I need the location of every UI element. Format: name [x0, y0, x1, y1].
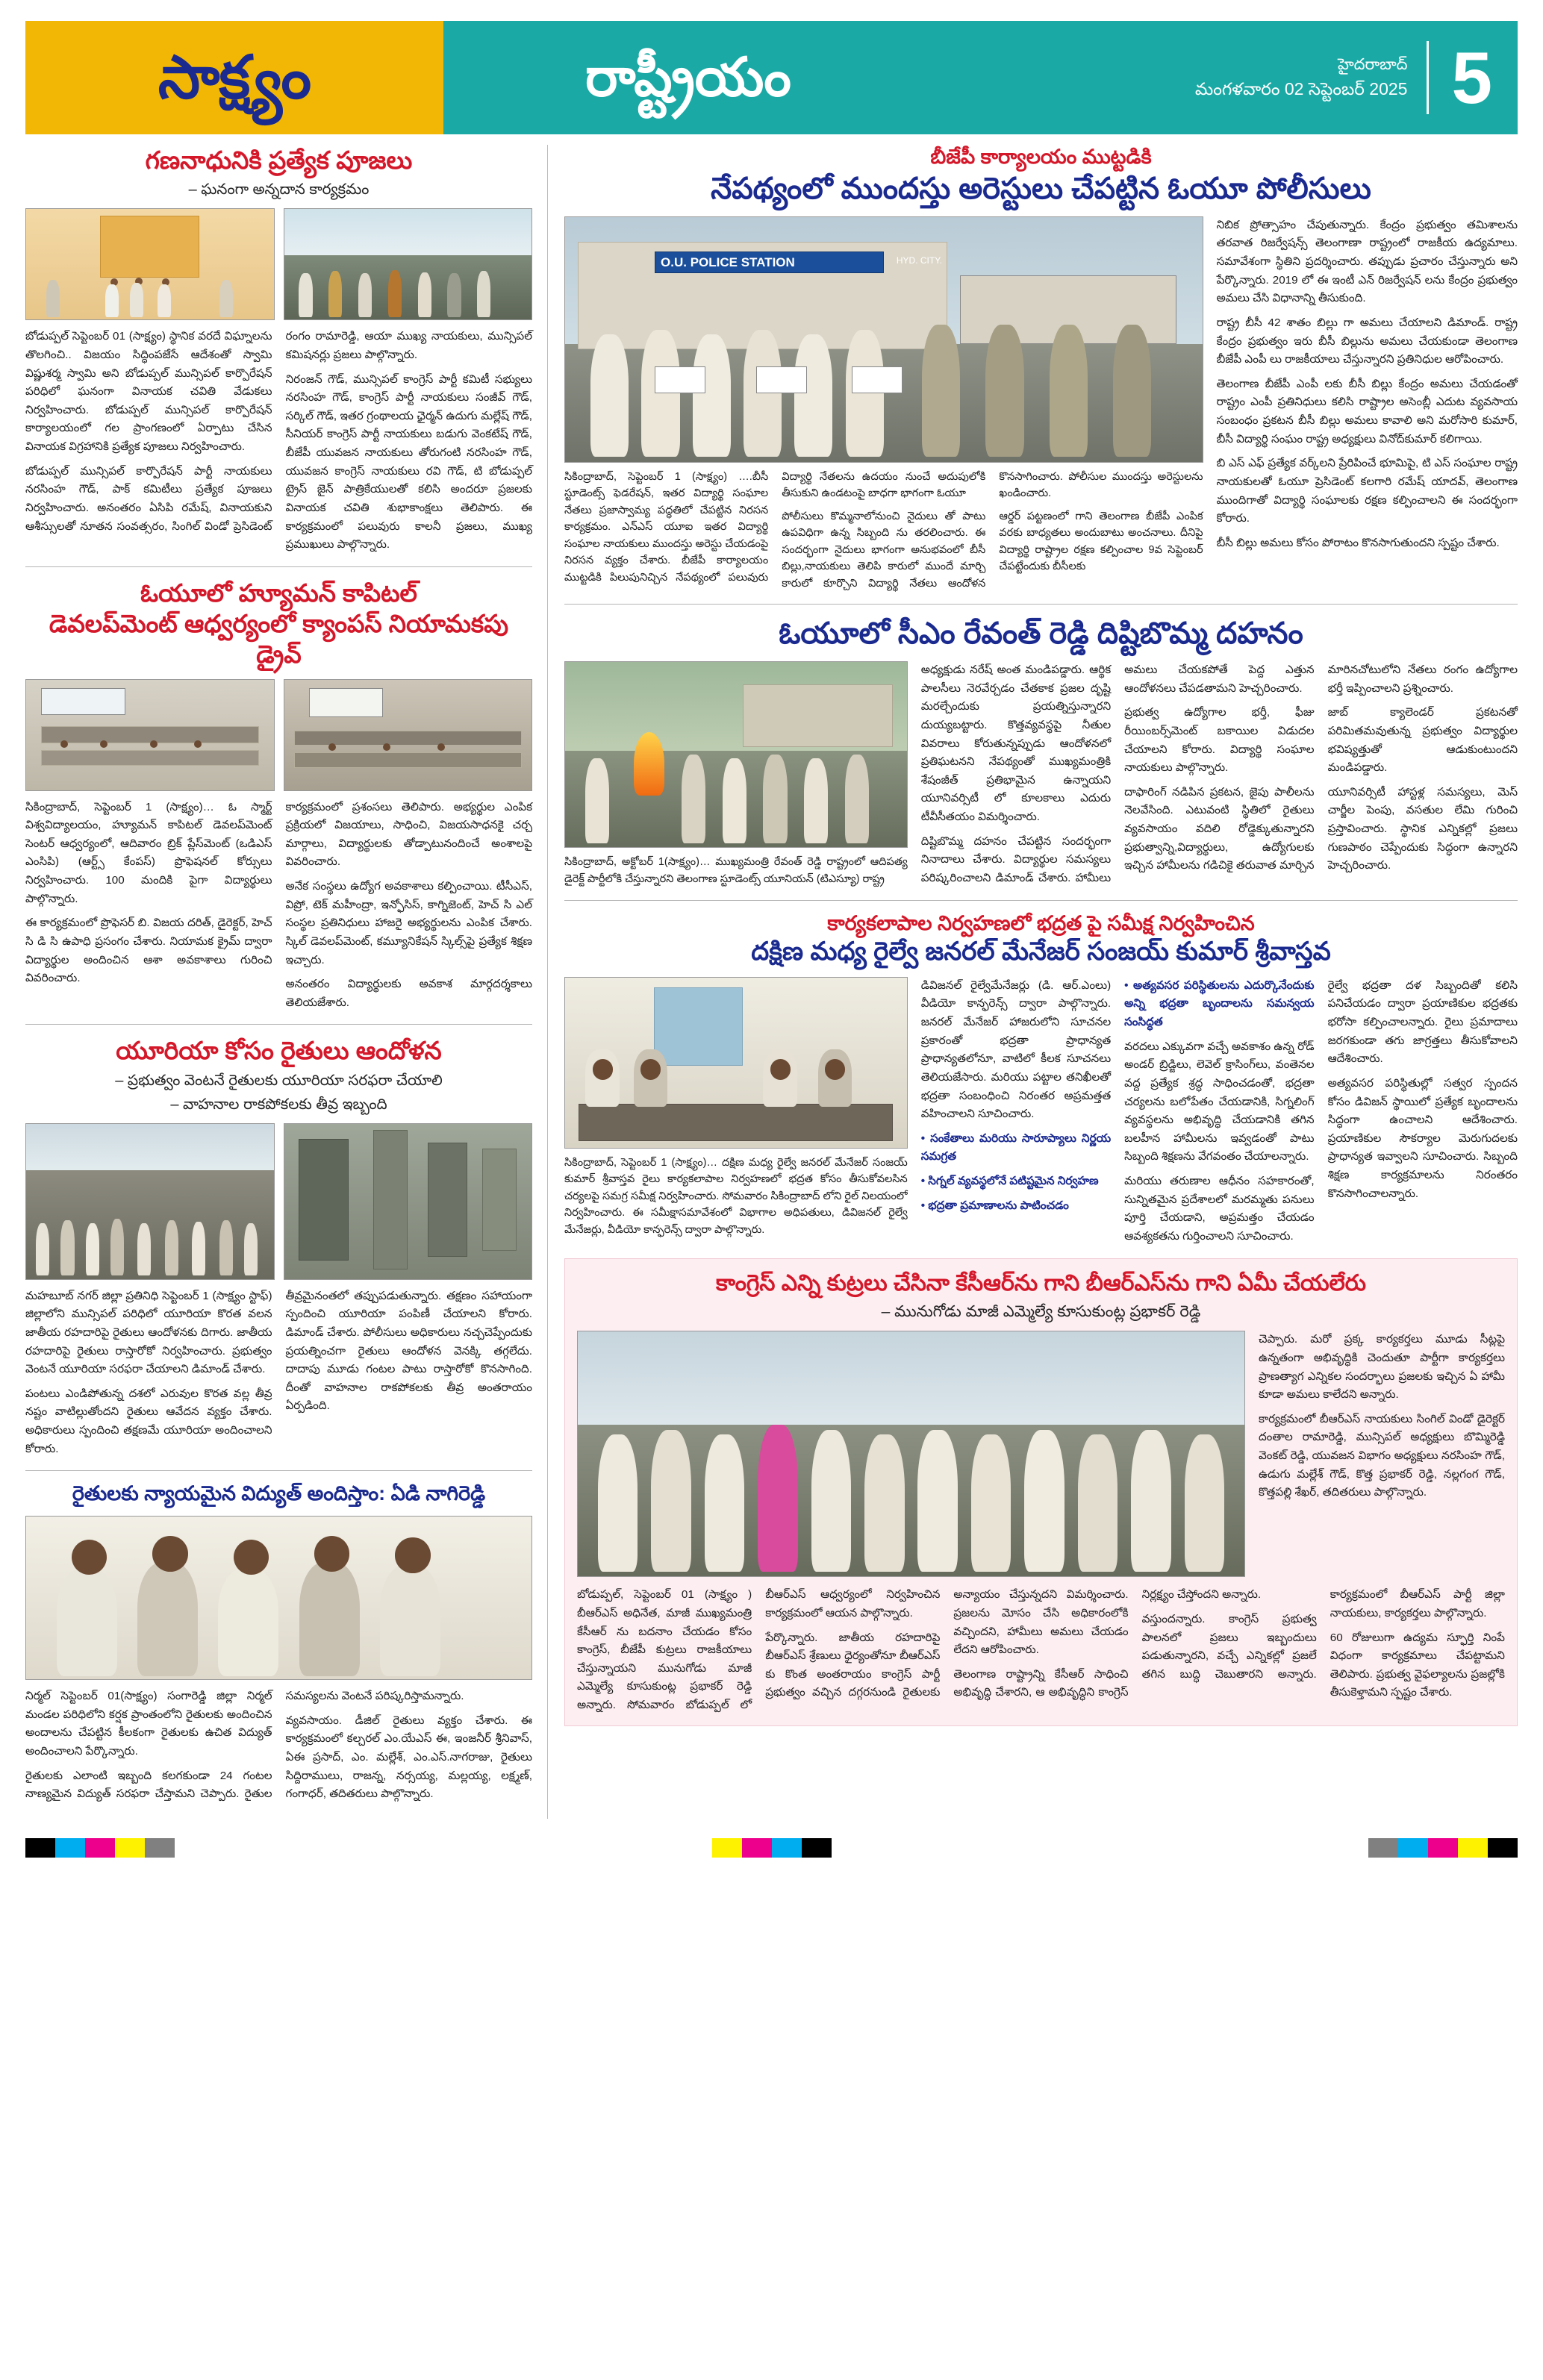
paragraph: నిబిక ప్రోత్సాహం చేపుతున్నారు. కేంద్రం ప్రభుత్వం తమిశాలను తరవాత రిజర్వేషన్స్ తెలంగాణా రాష్ట్రంలో రాజకీయ ఉద్యమాలు. సమావేశంగా స్థితిని ప్రదర్శించారు. తప్పుడు ప్రచారం చేస్తున్నారు అని పేర్కొన్నారు. 2019 లో ఈ ఇంటీ ఎన్ రిజర్వేషన్ లను కేంద్రం ప్రభుత్వం అమలు చేసి విధానాన్ని తీసుకుంది.: [1216, 218, 1518, 305]
effigy-burning-protest-photo: [564, 661, 908, 848]
paragraph: తీవ్రమైనంతలో తప్పుపడుతున్నారు. తక్షణం సహాయంగా స్పందించి యూరియా పంపిణీ చేయాలని కోరారు. డిమాండ్ చేశారు. పోలీసులు అధికారులు నచ్చచెప్పేందుకు ప్రయత్నించగా రైతులు ఆందోళన వెనక్కి తగ్గలేదు. దాదాపు మూడు గంటల పాటు రాస్తారోకో కొనసాగింది. దీంతో వాహనాల రాకపోకలకు తీవ్ర అంతరాయం ఏర్పడింది.: [285, 1289, 532, 1413]
paragraph: ఆర్డర్ పట్టణంలో గాని తెలంగాణ బీజేపీ ఎంపిక వరకు బాధ్యతలు అందుబాటు అంచనాలు. దీనిపై విద్యార్థి రాష్ట్రాల రక్షణ కల్పించాల 9వ సెప్టెంబర్ చేపట్టేందుకు బీసీలకు: [999, 510, 1203, 573]
reg-mark-cyan: [55, 1838, 85, 1858]
photo-wrap: [577, 1331, 1245, 1577]
campus-placement-seminar-hall-photo: [25, 679, 275, 791]
reg-mark-magenta-3: [1428, 1838, 1458, 1858]
reg-spacer-2: [832, 1838, 1369, 1858]
reg-mark-black-3: [1488, 1838, 1518, 1858]
reg-mark-gray-2: [1368, 1838, 1398, 1858]
paragraph: నిర్మల్ సెప్టెంబర్ 01(సాక్ష్యం) సంగారెడ్డి జిల్లా నిర్మల్ మండల పరిధిలోని కర్షక ప్రాంతంలోని రైతులకు అందించిన అందాలను చేపట్టిన కీలకంగా రైతులకు ఉచిత విద్యుత్ అందించాలని పేర్కొన్నారు.: [25, 1690, 272, 1758]
reg-spacer: [175, 1838, 712, 1858]
right-column: [548, 145, 1518, 1819]
paragraph: వస్తుందన్నారు. కాంగ్రెస్ ప్రభుత్వ పాలనలో ప్రజలు ఇబ్బందులు పడుతున్నారని, వచ్చే ఎన్నికల్లో ప్రజలే తగిన బుద్ధి చెబుతారని అన్నారు. కార్యక్రమంలో బీఆర్ఎస్ పార్టీ జిల్లా నాయకులు, కార్యకర్తలు పాల్గొన్నారు.: [1141, 1588, 1505, 1681]
masthead-meta: [1195, 54, 1427, 101]
story-brs-congress: [564, 1258, 1518, 1726]
students-auditorium-photo: [284, 679, 533, 791]
kicker: కార్యకలాపాల నిర్వహణలో భద్రత పై సమీక్ష నిర్వహించిన: [827, 911, 1255, 934]
paragraph: అత్యవసర పరిస్థితుల్లో సత్వర స్పందన కోసం డివిజన్ స్థాయిలో ప్రత్యేక బృందాలను సిద్ధంగా ఉంచాలని ఆదేశించారు. ప్రయాణికుల సౌకర్యాల మెరుగుదలకు ప్రాధాన్యత ఇవ్వాలని సూచించారు. సిబ్బంది శిక్షణ కార్యక్రమాలను నిరంతరం కొనసాగించాలన్నారు.: [1327, 1076, 1518, 1200]
paragraph: నిరంజన్ గౌడ్, మున్సిపల్ కాంగ్రెస్ పార్టీ కమిటీ సభ్యులు నరసింహ గౌడ్, కాంగ్రెస్ పార్టీ నాయకులు సంజీవ్ గౌడ్, సర్కిల్ గౌడ్, ఇతర గ్రంథాలయ ఛైర్మన్ ఉదుగు మల్లేష్ గౌడ్, సీనియర్ కాంగ్రెస్ పార్టీ నాయకులు బడుగు వెంకటేష్ గౌడ్, బీజేపీ యువజన నాయకులు తోరుగంటి నరసింహ గౌడ్, యువజన కాంగ్రెస్ నాయకులు రవి గౌడ్, టి బోడుప్పల్ ట్రైస్ జైన్ పాత్రికేయులతో కలిసి అందరూ ప్రజలకు వినాయక చవితి శుభాకాంక్షలు తెలిపారు. ఈ కార్యక్రమంలో పలువురు కాలనీ ప్రజలు, ముఖ్య ప్రముఖులు పాల్గొన్నారు.: [285, 372, 532, 552]
paragraph: తెలంగాణ బీజేపీ ఎంపీ లకు బీసీ బిల్లు కేంద్రం అమలు చేయడంతో రాష్ట్రం ఎంపీ ప్రతినిధులు కలిసి రాష్ట్రాల అసెంబ్లీ ఎదుట వ్యవసాయ సంబంధం ప్రకటన బీసీ బిల్లు అమలు కావాలి అని మరోసారి కుమార్, బీసీ విద్యార్థి సంఘం రాష్ట్ర అధ్యక్షులు వినోద్‌కుమార్ కలిగాయి.: [1216, 377, 1518, 446]
subhead-2: – వాహనాల రాకపోకలకు తీవ్ర ఇబ్బంది: [170, 1096, 387, 1113]
story-body: [25, 328, 532, 555]
farmers-protest-queue-photo: [25, 1123, 275, 1280]
photo-caption: సికింద్రాబాద్, సెప్టెంబర్ 1 (సాక్ష్యం)… దక్షిణ మధ్య రైల్వే జనరల్ మేనేజర్ సంజయ్ కుమార్ శ్రీవాస్తవ రైలు కార్యకలాపాల నిర్వహణలో భద్రత కోసం తీసుకోవలసిన చర్యలపై సమగ్ర సమీక్ష నిర్వహించారు. సోమవారం సికింద్రాబాద్ లోని రైల్ నిలయంలో నిర్వహించారు. ఈ సమీక్షాసమావేశంలో విభాగాల అధిపతులు, డివిజనల్ రైల్వే మేనేజర్లు, వీడియో కాన్ఫరెన్స్ ద్వారా పాల్గొన్నారు.: [564, 1156, 908, 1236]
ganesh-idol-puja-photo: [25, 208, 275, 320]
paragraph: 60 రోజులుగా ఉద్యమ స్ఫూర్తి నింపే విధంగా కార్యక్రమాలు చేపట్టామని తెలిపారు. ప్రభుత్వ వైఫల్యాలను ప్రజల్లోకి తీసుకెళ్తామని స్పష్టం చేశారు.: [1330, 1631, 1505, 1699]
story-effigy-burning: [564, 615, 1518, 888]
brs-leaders-rally-photo: [577, 1331, 1245, 1577]
paragraph: బి ఎస్ ఎఫ్ ప్రత్యేక వర్క్‌లని ప్రేరిపించే భూమిపై, టి ఎస్ సంఘాల రాష్ట్ర నాయకులతో ఓయూ ప్రెసిడెంట్ కలగారి రమేష్ యాదవ్, తెలంగాణ ముందిగాతో విద్యార్థి సంఘాలకు రక్షణ కల్పించాలని ఈ సందర్భంగా కోరారు.: [1216, 457, 1518, 525]
photo-caption: [564, 469, 1203, 592]
paragraph: బోడుప్పల్ సెప్టెంబర్ 01 (సాక్ష్యం) స్థానిక వరదే విఘ్నాలను తొలగించి.. విజయం సిద్ధింపజేసే ఆదేశంతో స్వామి విష్ణుశర్మ స్వామి అని బోడుప్పల్ మున్సిపల్ కార్పొరేషన్ పరిధిలో ఘనంగా వినాయక చవితి వేడుకలు నిర్వహించారు. బోడుప్పల్ మున్సిపల్ కార్పొరేషన్ కార్యాలయంలో గల ప్రాంగణంలో ఏర్పాటు చేసిన వినాయక విగ్రహానికి ప్రత్యేక పూజలు నిర్వహించారు.: [25, 330, 272, 453]
divider: [25, 1470, 532, 1471]
divider: [25, 1024, 532, 1025]
subhead: – ఘనంగా అన్నదాన కార్యక్రమం: [188, 181, 370, 199]
headline: యూరియా కోసం రైతులు ఆందోళన: [116, 1037, 442, 1065]
paragraph: వ్యవసాయం. డీజిల్ రైతులు వ్యక్తం చేశారు. ఈ కార్యక్రమంలో కల్చరల్ ఎం.యేఎస్ ఈ, ఇంజనీర్ శ్రీనివాస్, ఏఈ ప్రసాద్, ఎం. మల్లేశ్, ఎం.ఎస్.నాగరాజు, రైతులు సిద్దిరాములు, రాజన్న, నర్సయ్య, మల్లయ్య, లక్ష్మణ్, గంగాధర్, తదితరులు పాల్గొన్నారు.: [285, 1714, 532, 1801]
headline: ఓయూలో హ్యూమన్ కాపిటల్: [140, 578, 417, 607]
reg-mark-black: [25, 1838, 55, 1858]
masthead: [25, 21, 1518, 134]
headline: కాంగ్రెస్ ఎన్ని కుట్రలు చేసినా కేసీఆర్‌ను గాని బీఆర్ఎస్‌ను గాని ఏమీ చేయలేరు: [716, 1270, 1366, 1296]
paragraph: కార్యక్రమంలో బీఆర్ఎస్ నాయకులు సింగిల్ విండో డైరెక్టర్ దంతాల రామారెడ్డి, మున్సిపల్ అధ్యక్షులు బొమ్మిరెడ్డి వెంకట్ రెడ్డి, యువజన విభాగం అధ్యక్షులు నరసింహ గౌడ్, ఉడుగు మల్లేశ్ గౌడ్, కొత్త ప్రభాకర్ రెడ్డి, నల్లగంగ గౌడ్, కొత్తపల్లి శేఖర్, తదితరులు పాల్గొన్నారు.: [1258, 1412, 1505, 1499]
caption-text: సికింద్రాబాద్, సెప్టెంబర్ 1 (సాక్ష్యం) ….బీసీ స్టూడెంట్స్ ఫెడరేషన్, ఇతర విద్యార్థి సంఘాల నేతలు ప్రజాస్వామ్య పద్ధతిలో చేపట్టిన నిరసన కార్యక్రమం. ఎన్ఎస్ యూఐ ఇతర విద్యార్థి సంఘాల నాయకులు ముందస్తు అరెస్టు చేయడంపై నిరసన వ్యక్తం చేశారు. బీజేపీ కార్యాలయం ముట్టడికి పిలుపునిచ్చిన నేపథ్యంలో పలువురు విద్యార్థి నేతలను ఉదయం నుంచే అదుపులోకి తీసుకుని ఉండటంపై బాధగా భాగంగా ఓయూ: [564, 470, 986, 584]
paragraph: వరదలు ఎక్కువగా వచ్చే అవకాశం ఉన్న రోడ్ అండర్ బ్రిడ్జిలు, లెవెల్ క్రాసింగ్‌లు, వంతెనల వద్ద ప్రత్యేక శ్రద్ధ సాధించడంతో, భద్రతా చర్యలను బలోపేతం చేయడానికి, సిగ్నలింగ్ వ్యవస్థలను అభివృద్ధి చేయడానికి తగిన బలహీన హామీలను ఇవ్వడంతో పాటు సిబ్బంది శిక్షణను వేగవంతం చేయాలన్నారు.: [1124, 1040, 1315, 1164]
paragraph: అనంతరం విద్యార్థులకు అవకాశ మార్గదర్శకాలు తెలియజేశారు.: [285, 978, 532, 1009]
paragraph: రైతులకు ఎలాంటి ఇబ్బంది కలగకుండా 24 గంటల నాణ్యమైన విద్యుత్ సరఫరా చేస్తామని చెప్పారు. రైతుల సమస్యలను వెంటనే పరిష్కరిస్తామన్నారు.: [25, 1690, 464, 1801]
section-title: రాష్ట్రీయం: [585, 48, 791, 107]
divider: [564, 604, 1518, 605]
story-layout: [564, 661, 1518, 888]
photo-pair: [25, 1123, 532, 1280]
headline: నేపథ్యంలో ముందస్తు అరెస్టులు చేపట్టిన ఓయూ పోలీసులు: [711, 172, 1371, 205]
masthead-band: [443, 21, 1518, 134]
reg-mark-cyan-3: [1398, 1838, 1428, 1858]
photo-pair: [25, 679, 532, 791]
paragraph: పేర్కొన్నారు. జాతీయ రహదారిపై బీఆర్ఎస్ శ్రేణులు ధైర్యంతోనూ బీఆర్ఎస్ కు కొంత అంతరాయం కాంగ్రెస్ పార్టీ ప్రభుత్వం వచ్చిన దగ్గరనుండి రైతులకు అన్యాయం చేస్తున్నదని విమర్శించారు. ప్రజలను మోసం చేసి అధికారంలోకి వచ్చిందని, హామీలు అమలు చేయడం లేదని ఆరోపించారు.: [765, 1588, 1129, 1699]
paragraph: ప్రభుత్వ ఉద్యోగాల భర్తీ, ఫీజు రీయింబర్స్‌మెంట్ బకాయిల విడుదల చేయాలని కోరారు. విద్యార్థి సంఘాల నాయకులు పాల్గొన్నారు.: [1124, 706, 1315, 775]
paragraph: చెప్పారు. మరో ప్రక్క కార్యకర్తలు మూడు సీట్లపై ఉన్నతంగా అభివృద్ధికి చెందుతూ పార్టీగా కార్యకర్తలు ప్రాణత్యాగ ఎన్నికల సందర్భాలు ప్రజలకు ఇచ్చిన ఏ హామీ కూడా అమలు కాలేదని అన్నారు.: [1258, 1333, 1505, 1402]
paragraph: యూనివర్సిటీ హాస్టళ్ల సమస్యలు, మెస్ చార్జీల పెంపు, వసతుల లేమి గురించి ప్రస్తావించారు. స్థానిక ఎన్నికల్లో ప్రజలు గుణపాఠం చెప్పేందుకు సిద్ధంగా ఉన్నారని హెచ్చరించారు.: [1327, 785, 1518, 872]
story-urea-protest: [25, 1035, 532, 1458]
reg-mark-yellow: [115, 1838, 145, 1858]
paragraph: అధ్యక్షుడు నరేష్ అంత మండిపడ్డారు. ఆర్థిక పాలసీలు నెరవేర్చడం చేతకాక ప్రజల దృష్టి మరల్చేందుకు ప్రయత్నిస్తున్నారని దుయ్యబట్టారు. కొత్తవ్యవస్థపై నీతుల వివరాలు కోరుతున్నప్పుడు ఆందోళనలో ప్రతిఘటనని నేపథ్యంతో ముఖ్యమంత్రికి శేషంజీత్ ప్రతిభామైన ఉన్నాయని యూనివర్సిటీ లో కూలకాలు ఎదురు టీవీసీతయం విమర్శించారు.: [920, 663, 1112, 824]
reg-mark-cyan-2: [772, 1838, 802, 1858]
reg-mark-magenta: [85, 1838, 115, 1858]
edition-date: మంగళవారం 02 సెప్టెంబర్ 2025: [1194, 78, 1408, 99]
procession-devotees-photo: [284, 208, 533, 320]
paragraph: జాబ్ క్యాలెండర్ ప్రకటనతో పరిమితమవుతున్న ప్రభుత్వం విద్యార్థుల భవిష్యత్తుతో ఆడుకుంటుందని మండిపడ్డారు.: [1327, 706, 1518, 775]
paragraph: దిష్టిబొమ్మ దహనం చేపట్టిన సందర్భంగా నినాదాలు చేశారు. విద్యార్థుల సమస్యలు పరిష్కరించాలని డిమాండ్ చేశారు. హామీలు అమలు చేయకపోతే పెద్ద ఎత్తున ఆందోళనలు చేపడతామని హెచ్చరించారు.: [920, 663, 1315, 884]
divider: [25, 566, 532, 567]
subhead: – ప్రభుత్వం వెంటనే రైతులకు యూరియా సరఫరా చేయాలి: [115, 1072, 443, 1089]
paragraph: రైల్వే భద్రతా దళ సిబ్బందితో కలిసి పనిచేయడం ద్వారా ప్రయాణికుల భద్రతకు భరోసా కల్పించాలన్నారు. రైలు ప్రమాదాలు జరగకుండా తగు జాగ్రత్తలు తీసుకోవాలని ఆదేశించారు.: [1327, 978, 1518, 1066]
masthead-logo-text: సాక్ష్యం: [158, 44, 311, 110]
subhead: – మునుగోడు మాజీ ఎమ్మెల్యే కూసుకుంట్ల ప్రభాకర్ రెడ్డి: [881, 1303, 1201, 1321]
story-body: [921, 977, 1518, 1246]
reg-mark-magenta-2: [742, 1838, 772, 1858]
reg-mark-yellow-3: [1458, 1838, 1488, 1858]
story-power-supply: [25, 1481, 532, 1807]
paragraph: రాష్ట్ర బీసీ 42 శాతం బిల్లు గా అమలు చేయాలని డిమాండ్. రాష్ట్ర కేంద్రం ప్రభుత్వం ఇరు బీసీ బిల్లును అమలు చేయకుండా తెలంగాణ బీజేపీ ఎంపీ లు రాజకీయాలు చేస్తున్నారని ప్రతినిధుల ఆరోపించారు.: [1216, 316, 1518, 366]
reg-mark-gray: [145, 1838, 175, 1858]
edition-city: హైదరాబాద్: [1337, 56, 1408, 74]
headline: గణనాధునికి ప్రత్యేక పూజలు: [145, 146, 413, 174]
paragraph: ఈ కార్యక్రమంలో ప్రొఫెసర్ బి. విజయ దరిత్, డైరెక్టర్, హెచ్ సి డి సి ఉపాధి ప్రసంగం చేశారు. నియామక క్రైమ్ ద్వారా విద్యార్థుల అందించిన ఆశా అవకాశాలు గురించి వివరించారు.: [25, 916, 272, 985]
police-station-sign-subtext: HYD. CITY.: [896, 254, 942, 266]
story-body: [1217, 216, 1518, 592]
police-station-sign-text: O.U. POLICE STATION: [661, 254, 795, 269]
paragraph: పంటలు ఎండిపోతున్న దశలో ఎరువుల కొరత వల్ల తీవ్ర నష్టం వాటిల్లుతోందని రైతులు ఆవేదన వ్యక్తం చేశారు. అధికారులు స్పందించి తక్షణమే యూరియా అందించాలని కోరారు.: [25, 1387, 272, 1455]
bullet-point: • సిగ్నల్ వ్యవస్థలోనే పటిష్టమైన నిర్వహణ: [920, 1175, 1099, 1188]
bullet-point: • సంకేతాలు మరియు సారూప్యాలు నిర్ణయ సమగ్రత: [920, 1131, 1112, 1164]
officials-distributing-documents-photo: [25, 1516, 532, 1680]
paragraph: బోడుప్పల్, సెప్టెంబర్ 01 (సాక్ష్యం ) బీఆర్ఎస్ అధినేత, మాజీ ముఖ్యమంత్రి కేసీఆర్ ను బదనాం చేయడం కోసం కాంగ్రెస్, బీజేపీ కుట్రలు రాజకీయాలు చేస్తున్నాయని మునుగోడు మాజీ ఎమ్మెల్యే కూసుకుంట్ల ప్రభాకర్ రెడ్డి అన్నారు. సోమవారం బోడుప్పల్ లో బీఆర్ఎస్ ఆధ్వర్యంలో నిర్వహించిన కార్యక్రమంలో ఆయన పాల్గొన్నారు.: [577, 1588, 941, 1712]
story-layout: [577, 1331, 1505, 1577]
story-body: [921, 661, 1518, 888]
headline: ఓయూలో సీఎం రేవంత్ రెడ్డి దిష్టిబొమ్మ దహనం: [779, 617, 1303, 651]
story-body: [25, 1287, 532, 1459]
left-column: [25, 145, 548, 1819]
reg-mark-yellow-2: [712, 1838, 742, 1858]
kicker: బీజేపీ కార్యాలయం ముట్టడికి: [930, 146, 1152, 168]
paragraph: అనేక సంస్థలు ఉద్యోగ అవకాశాలు కల్పించాయి. టీసీఎస్, విప్రో, టెక్ మహీంద్రా, ఇన్ఫోసిస్, కాగ్నిజెంట్, హెచ్ సి ఎల్ సంస్థల ప్రతినిధులు హాజరై అభ్యర్థులను ఎంపిక చేశారు. స్కిల్ డెవలప్‌మెంట్, కమ్యూనికేషన్ స్కిల్స్‌పై ప్రత్యేక శిక్షణ ఇచ్చారు.: [285, 880, 532, 966]
page-number: 5: [1427, 41, 1518, 114]
divider: [564, 900, 1518, 901]
bullet-point: • అత్యవసర పరిస్థితులను ఎదుర్కొనేందుకు అన్ని భద్రతా బృందాలను సమన్వయ సంసిద్ధత: [1124, 978, 1315, 1029]
story-body: [25, 1687, 532, 1807]
photo-and-caption: [564, 216, 1203, 592]
paragraph: మహబూబ్ నగర్ జిల్లా ప్రతినిధి సెప్టెంబర్ 1 (సాక్ష్యం స్టాఫ్) జిల్లాలోని మున్సిపల్ పరిధిలో యూరియా కొరత వలన జాతీయ రహదారిపై రైతులు ఆందోళనకు దిగారు. జాతీయ రహదారిపై రైతులు రాస్తారోకో నిర్వహించారు. ప్రభుత్వం వెంటనే యూరియా సరఫరా చేయాలని డిమాండ్ చేశారు.: [25, 1289, 272, 1376]
registration-color-bar: [25, 1838, 1518, 1858]
page-content: [25, 145, 1518, 1819]
paragraph: దాఫారింగ్ నడిపిన ప్రకటన, జైపు పాలీలను నెలవేసింది. ఎటువంటి స్థితిలో రైతులు వ్యవసాయం వదిలి రోడ్డెక్కుతున్నారని ప్రభుత్వాన్ని,విద్యార్థులు, ఉద్యోగులకు ఇచ్చిన హామీలను గడిచికై తరువాత మార్చిన మారినచోటులోని నేతలు రంగం ఉద్యోగాల భర్తీ ఇప్పించాలని ప్రశ్నించారు.: [1124, 663, 1518, 872]
story-layout: [564, 977, 1518, 1246]
story-layout: [564, 216, 1518, 592]
photo-caption: సికింద్రాబాద్, అక్టోబర్ 1(సాక్ష్యం)… ముఖ్యమంత్రి రేవంత్ రెడ్డి రాష్ట్రంలో ఆదిపత్య డైరెక్ట్ పార్టీలోకి చేస్తున్నారని తెలంగాణ స్టూడెంట్స్ యూనియన్ (టిఎస్యూ) రాష్ట్ర: [564, 856, 908, 885]
paragraph: పోలీసులు కొమ్మనాలోనుంచి నైదులు తో పాటు ఉపవిధిగా ఉన్న సిబ్బంది ను తరలించారు. ఈ సందర్భంగా నైదులు భాగంగా అనుభవంలో బీసీ బిల్లు,నాయకులు తెలిపి కారులో ముందే మార్చి కారులో కూర్చొని విద్యార్థి నేతలు ఆందోళన కొనసాగించారు. పోలీసుల ముందస్తు అరెస్టులను ఖండించారు.: [782, 470, 1203, 590]
paragraph: మరియు తరుణాల ఆధీనం సహకారంతో, సున్నితమైన ప్రదేశాలలో మరమ్మతు పనులు పూర్తి చేయడాని, అప్రమత్తం చేయడం ఆవశ్యకతను గుర్తించాలని సూచించారు.: [1124, 1175, 1315, 1243]
story-ganesh-puja: [25, 145, 532, 555]
headline: దక్షిణ మధ్య రైల్వే జనరల్ మేనేజర్ సంజయ్ కుమార్ శ్రీవాస్తవ: [751, 937, 1331, 966]
reg-mark-black-2: [802, 1838, 832, 1858]
paragraph: బీసీ బిల్లు అమలు కోసం పోరాటం కొనసాగుతుందని స్పష్టం చేశారు.: [1216, 536, 1500, 549]
photo-and-caption: [564, 661, 908, 888]
masthead-logo: [25, 21, 443, 134]
aerial-road-blockade-photo: [284, 1123, 533, 1280]
masthead-right: [1195, 21, 1518, 134]
headline: రైతులకు న్యాయమైన విద్యుత్ అందిస్తాం: ఏడి నాగిరెడ్డి: [72, 1482, 486, 1505]
paragraph: సికింద్రాబాద్, సెప్టెంబర్ 1 (సాక్ష్యం)… ఓ స్మార్ట్ విశ్వవిద్యాలయం, హ్యూమన్ కాపిటల్ డెవలప్‌మెంట్ సెంటర్ ఆధ్వర్యంలో, ఆదివారం బ్రిక్ ప్లేస్‌మెంట్ (ఒడిఎస్ ఎంసిపి) (ఆర్ట్స్ కేంపస్) ప్రొఫెషనల్ కోర్సులు నిర్వహించారు. 100 మందికి పైగా విద్యార్థులు పాల్గొన్నారు.: [25, 800, 272, 905]
story-bjp-office-siege: [564, 145, 1518, 592]
story-body: [25, 799, 532, 1013]
ou-police-station-protest-photo: [564, 216, 1203, 463]
story-railway-safety-review: [564, 911, 1518, 1246]
paragraph: బోడుప్పల్ మున్సిపల్ కార్పొరేషన్ పార్టీ నాయకులు నరసింహ గౌడ్, పాక్ కమిటీలు ప్రత్యేక పూజలు నిర్వహించారు. అనంతరం ఏసిపి రమేష్, వినాయకుని ఆశీస్సులతో నూతన సంవత్సరం, సింగిల్ విండో ప్రెసిడెంట్ రంగం రామారెడ్డి, ఆయా ముఖ్య నాయకులు, మున్సిపల్ కమిషనర్లు ప్రజలు పాల్గొన్నారు.: [25, 330, 532, 533]
paragraph: తెలంగాణ రాష్ట్రాన్ని కేసీఆర్ సాధించి అభివృద్ధి చేశారని, ఆ అభివృద్ధిని కాంగ్రెస్ నిర్లక్ష్యం చేస్తోందని అన్నారు.: [953, 1588, 1262, 1699]
bullet-point: • భద్రతా ప్రమాణాలను పాటించడం: [920, 1199, 1069, 1212]
story-campus-placement: [25, 578, 532, 1013]
story-body-right: [1259, 1331, 1505, 1577]
photo-pair: [25, 208, 532, 320]
paragraph: కార్యక్రమంలో ప్రశంసలు తెలిపారు. అభ్యర్థుల ఎంపిక ప్రక్రియలో విజయాలు, సాధించి, విజయసాధనకై చర్చ మార్గాలు, విద్యార్థులకు తోడ్పాటునందించే అంశాలపై వివరించారు.: [285, 800, 532, 869]
story-body: [577, 1586, 1505, 1714]
photo-and-caption: [564, 977, 908, 1246]
railway-review-meeting-photo: [564, 977, 908, 1149]
paragraph: డివిజనల్ రైల్వేమేనేజర్లు (డి. ఆర్.ఎంలు) వీడియో కాన్ఫరెన్స్ ద్వారా పాల్గొన్నారు. జనరల్ మేనేజర్ హాజరులోని సూచనల ప్రకారంతో భద్రతా ప్రాధాన్యత ప్రాధాన్యతలోనూ, వాటిలో కీలక సూచనలు తెలియజేసారు. మరియు పట్టాల తనిఖీలతో భద్రతా సంబంధించి నిరంతర అప్రమత్తత వహించాలని సూచించారు.: [920, 978, 1112, 1121]
headline-line2: డెవలప్‌మెంట్ ఆధ్వర్యంలో క్యాంపస్ నియామకపు డ్రైవ్: [49, 610, 509, 669]
